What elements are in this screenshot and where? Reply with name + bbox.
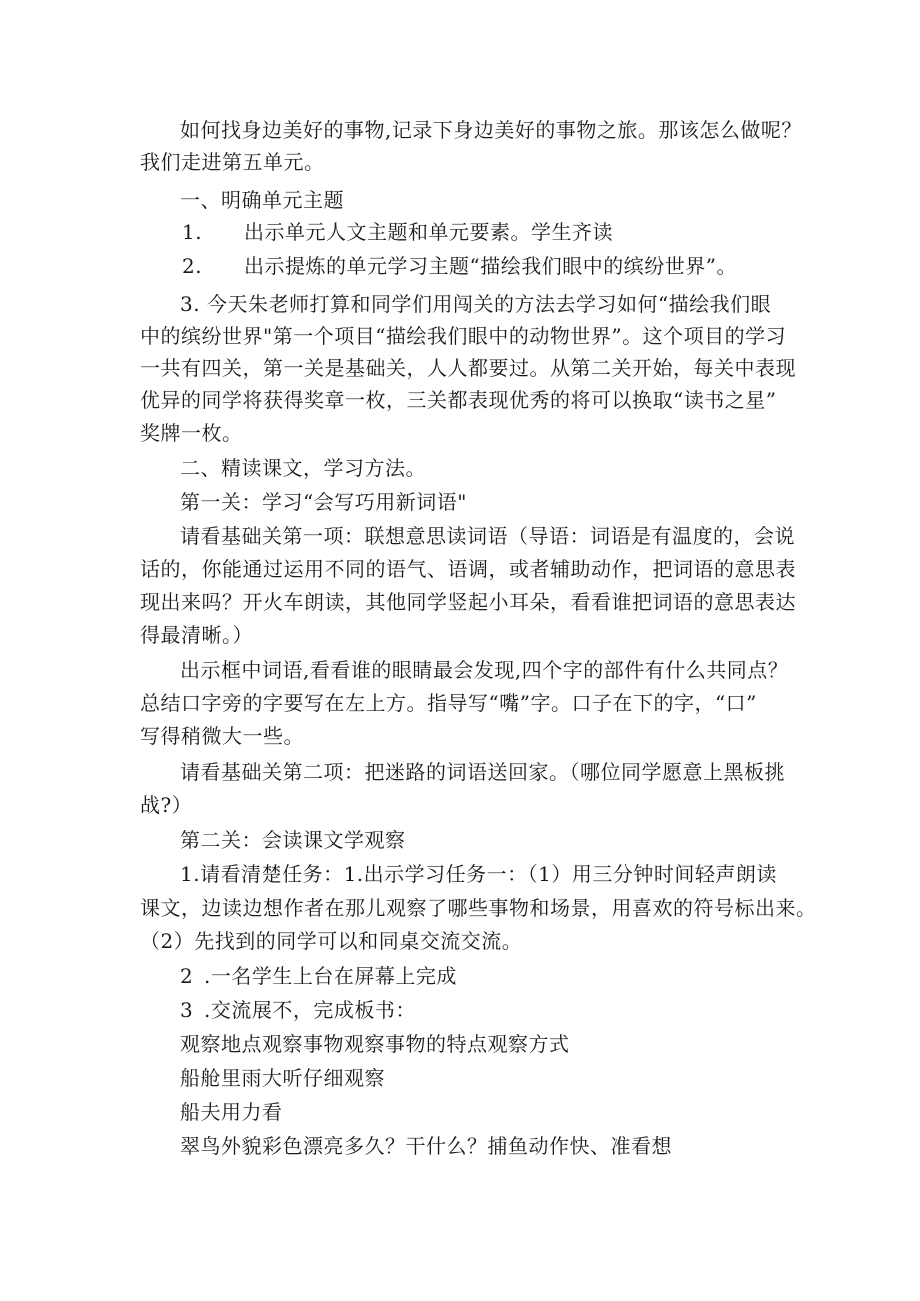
intro-line-2: 我们走进第五单元。 [140,150,325,174]
level1-item2-line-1: 请看基础关第二项：把迷路的词语送回家。（哪位同学愿意上黑板挑 [180,760,785,784]
task-text: .一名学生上台在屏幕上完成 [204,964,457,988]
level1-title: 第一关：学习“会写巧用新词语" [180,490,467,514]
task-number: 3 [180,998,194,1022]
section1-item-3-line-5: 奖牌一枚。 [140,421,243,445]
section1-item-3-line-2: 中的缤纷世界"第一个项目“描绘我们眼中的动物世界”。这个项目的学习 [140,324,787,348]
board-line-3: 船夫用力看 [180,1100,283,1124]
level2-task1-line-2: 课文，边读边想作者在那儿观察了哪些事物和场景，用喜欢的符号标出来。 [140,896,817,920]
section2-heading: 二、精读课文，学习方法。 [180,456,426,480]
intro-line-1: 如何找身边美好的事物,记录下身边美好的事物之旅。那该怎么做呢？ [180,118,802,142]
section1-item-3-line-3: 一共有四关，第一关是基础关，人人都要过。从第二关开始，每关中表现 [140,356,796,380]
level2-title: 第二关：会读课文学观察 [180,828,406,852]
board-line-2: 船舱里雨大听仔细观察 [180,1066,385,1090]
section1-item-2 [182,252,737,280]
level2-task3 [180,996,416,1024]
level1-item1-line-1: 请看基础关第一项：联想意思读词语（导语：词语是有温度的，会说 [180,524,795,548]
section1-item-3-line-1: 3. 今天朱老师打算和同学们用闯关的方法去学习如何“描绘我们眼 [180,292,772,316]
level2-task2 [180,962,457,990]
level1-para2-line-3: 写得稍微大一些。 [140,724,304,748]
level2-task1-line-3: （2）先找到的同学可以和同桌交流交流。 [140,929,523,953]
level2-task1-line-1: 1.请看清楚任务：1.出示学习任务一：（1）用三分钟时间轻声朗读 [180,862,777,886]
section1-item-1 [182,218,613,246]
item-number: 2. [182,254,203,278]
level1-item1-line-4: 得最清晰。） [140,623,253,647]
level1-item1-line-3: 现出来吗？开火车朗读，其他同学竖起小耳朵，看看谁把词语的意思表达 [140,590,796,614]
task-text: .交流展不，完成板书： [204,998,416,1022]
item-text: 出示提炼的单元学习主题“描绘我们眼中的缤纷世界”。 [244,254,737,278]
item-number: 1. [182,220,203,244]
section1-heading: 一、明确单元主题 [180,188,344,212]
level1-para2-line-1: 出示框中词语,看看谁的眼睛最会发现,四个字的部件有什么共同点？ [180,658,789,682]
level1-item2-line-2: 战?） [140,793,193,817]
section1-item-3-line-4: 优异的同学将获得奖章一枚，三关都表现优秀的将可以换取“读书之星” [140,388,777,412]
board-line-4: 翠鸟外貌彩色漂亮多久？干什么？捕鱼动作快、准看想 [180,1134,672,1158]
board-line-1: 观察地点观察事物观察事物的特点观察方式 [180,1032,570,1056]
item-text: 出示单元人文主题和单元要素。学生齐读 [244,220,613,244]
level1-item1-line-2: 话的，你能通过运用不同的语气、语调，或者辅助动作，把词语的意思表 [140,557,796,581]
task-number: 2 [180,964,194,988]
level1-para2-line-2: 总结口字旁的字要写在左上方。指导写“嘴”字。口子在下的字，“口” [140,691,757,715]
